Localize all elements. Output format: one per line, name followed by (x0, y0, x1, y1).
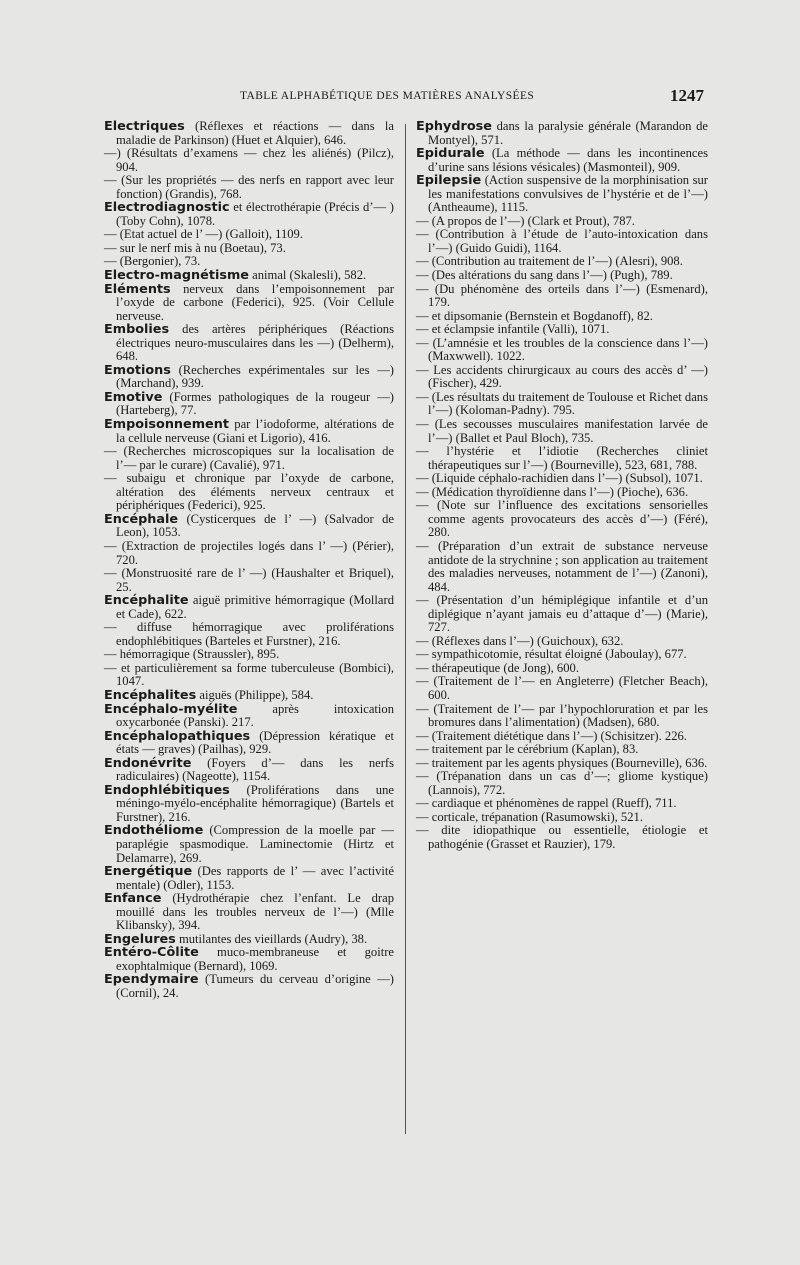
entry-text: mutilantes des vieillards (Audry), 38. (175, 931, 368, 946)
index-entry (104, 757, 394, 784)
entry-text: — diffuse hémorragique avec proliférations endophlébitiques (Barteles et Furstner), 216. (104, 620, 394, 648)
index-entry (104, 283, 394, 324)
index-entry (104, 703, 394, 730)
entry-text: — (Monstruosité rare de l’ —) (Haushalter et Briquel), 25. (104, 566, 394, 594)
index-entry (416, 743, 708, 757)
index-entry (416, 797, 708, 811)
entry-text: — (Note sur l’influence des excitations sensorielles comme agents provocateurs des accès d’—) (Féré), 280. (416, 498, 708, 540)
index-entry (104, 824, 394, 865)
entry-headword: Ephydrose (416, 119, 492, 134)
index-entry (416, 675, 708, 702)
entry-text: muco-membraneuse et goitre exophtalmique (Bernard), 1069. (116, 945, 394, 973)
entry-headword: Epidurale (416, 146, 485, 162)
entry-text: (Hydrothérapie chez l’enfant. Le drap mouillé dans les troubles nerveux de l’—) (Mlle Klibansky), 394. (116, 891, 394, 933)
running-title: TABLE ALPHABÉTIQUE DES MATIÈRES ANALYSÉES (240, 90, 535, 102)
entry-headword: Electriques (104, 119, 185, 134)
index-entry (416, 540, 708, 594)
entry-headword: Engelures (104, 931, 176, 947)
entry-text: — (L’amnésie et les troubles de la conscience dans l’—) (Maxwwell). 1022. (416, 335, 708, 364)
index-entry (416, 323, 708, 337)
entry-text: — et éclampsie infantile (Valli), 1071. (416, 322, 610, 337)
entry-text: — et dipsomanie (Bernstein et Bogdanoff), 82. (416, 308, 653, 323)
entry-headword: Encéphalites (104, 687, 197, 703)
entry-text: — (Du phénomène des orteils dans l’—) (Esmenard), 179. (416, 281, 708, 310)
entry-headword: Embolies (104, 322, 170, 338)
entry-text: — sympathicotomie, résultat éloigné (Jaboulay), 677. (416, 647, 687, 662)
entry-headword: Encéphalo-myélite (104, 701, 238, 717)
entry-text: — (Traitement diététique dans l’—) (Schisitzer). 226. (416, 728, 687, 743)
entry-text: — (Réflexes dans l’—) (Guichoux), 632. (416, 633, 624, 648)
index-entry (104, 323, 394, 364)
index-entry (104, 621, 394, 648)
entry-text: — (Des altérations du sang dans l’—) (Pugh), 789. (416, 268, 673, 283)
entry-text: — (Extraction de projectiles logés dans l’ —) (Périer), 720. (104, 538, 394, 567)
index-entry (104, 730, 394, 757)
entry-text: (Cysticerques de l’ —) (Salvador de Leon), 1053. (116, 511, 394, 540)
entry-text: — subaigu et chronique par l’oxyde de carbone, altération des éléments nerveux centraux et périphériques (Federici), 925. (104, 471, 394, 513)
index-entry (104, 689, 394, 703)
entry-headword: Energétique (104, 864, 193, 880)
entry-text: (Recherches expérimentales sur les —) (Marchand), 939. (116, 362, 394, 391)
entry-text: — Les accidents chirurgicaux au cours des accès d’ —) (Fischer), 429. (416, 362, 708, 391)
index-entry (104, 973, 394, 1000)
entry-text: — sur le nerf mis à nu (Boetau), 73. (104, 240, 286, 255)
index-entry (416, 283, 708, 310)
entry-text: — (Traitement de l’— en Angleterre) (Fletcher Beach), 600. (416, 674, 708, 702)
entry-text: — corticale, trépanation (Rasumowski), 521. (416, 809, 643, 824)
entry-headword: Entéro-Côlite (104, 945, 199, 961)
index-entry (104, 418, 394, 445)
entry-text: — cardiaque et phénomènes de rappel (Rueff), 711. (416, 796, 677, 811)
page-number: 1247 (670, 86, 704, 105)
index-entry (104, 228, 394, 242)
index-entry (416, 594, 708, 635)
index-entry (416, 418, 708, 445)
entry-headword: Encéphale (104, 511, 179, 527)
index-entry (104, 513, 394, 540)
index-entry (104, 933, 394, 947)
entry-text: —) (Résultats d’examens — chez les aliénés) (Pilcz), 904. (104, 146, 394, 174)
entry-headword: Endonévrite (104, 755, 192, 771)
index-entry (416, 215, 708, 229)
index-entry (104, 662, 394, 689)
entry-text: — traitement par le cérébrium (Kaplan), 83. (416, 742, 639, 757)
entry-text: — (Traitement de l’— par l’hypochloruration et par les bromures dans l’alimentation) (Madsen), 680. (416, 701, 708, 730)
index-entry (104, 201, 394, 228)
index-entry (416, 703, 708, 730)
index-entry (416, 730, 708, 744)
entry-text: — (Etat actuel de l’ —) (Galloit), 1109. (104, 227, 303, 242)
entry-headword: Encéphalopathiques (104, 728, 251, 744)
entry-headword: Electrodiagnostic (104, 200, 230, 216)
index-entry (104, 269, 394, 283)
entry-text: (Compression de la moelle par — paraplégie spasmodique. Laminectomie (Hirtz et Delamarre), 269. (116, 823, 394, 865)
index-entry (416, 228, 708, 255)
index-entry (104, 391, 394, 418)
entry-headword: Endophlébitiques (104, 782, 230, 798)
entry-text: — (Présentation d’un hémiplégique infantile et d’un diplégique n’ayant jamais eu d’attaque d’—) (Marie), 727. (416, 593, 708, 635)
entry-text: (Dépression kératique et états — graves) (Pailhas), 929. (116, 728, 394, 757)
entry-text: — (Les résultats du traitement de Toulouse et Richet dans l’—) (Koloman-Padny). 795. (416, 389, 708, 418)
entry-text: — et particulièrement sa forme tuberculeuse (Bombici), 1047. (104, 660, 394, 689)
entry-text: — l’hystérie et l’idiotie (Recherches cliniet thérapeutiques sur l’—) (Bourneville), 523, 681, 788. (416, 444, 708, 472)
index-entry (416, 174, 708, 215)
index-entry (416, 255, 708, 269)
index-entry (104, 594, 394, 621)
index-entry (416, 486, 708, 500)
index-entry (416, 499, 708, 540)
index-entry (104, 540, 394, 567)
index-entry (416, 337, 708, 364)
index-entry (416, 445, 708, 472)
entry-text: — (Sur les propriétés — des nerfs en rapport avec leur fonction) (Grandis), 768. (104, 173, 394, 201)
entry-text: — dite idiopathique ou essentielle, étiologie et pathogénie (Grasset et Rauzier), 179. (416, 823, 708, 851)
entry-text: — (Recherches microscopiques sur la localisation de l’— par le curare) (Cavalié), 971. (104, 444, 394, 472)
entry-text: — traitement par les agents physiques (Bourneville), 636. (416, 755, 708, 770)
entry-headword: Emotive (104, 389, 163, 405)
entry-text: (Formes pathologiques de la rougeur —) (Harteberg), 77. (116, 389, 394, 418)
entry-headword: Empoisonnement (104, 417, 229, 433)
entry-text: (Proliférations dans une méningo-myélo-encéphalite hémorragique) (Bartels et Furstner), 216. (116, 782, 394, 824)
entry-text: animal (Skalesli), 582. (248, 268, 367, 283)
index-entry (104, 120, 394, 147)
entry-headword: Electro-magnétisme (104, 268, 249, 284)
entry-text: nerveux dans l’empoisonnement par l’oxyde de carbone (Federici), 925. (Voir Cellule nerveuse. (116, 281, 394, 323)
entry-text: (La méthode — dans les incontinences d’urine sans lésions vésicales) (Masmonteil), 909. (428, 146, 708, 174)
entry-headword: Encéphalite (104, 593, 189, 609)
index-entry (416, 391, 708, 418)
index-entry (104, 445, 394, 472)
index-column-left (104, 120, 394, 1001)
entry-text: aiguë primitive hémorragique (Mollard et Cade), 622. (116, 593, 394, 621)
entry-text: dans la paralysie générale (Marandon de Montyel), 571. (428, 119, 708, 147)
entry-headword: Endothéliome (104, 823, 204, 839)
index-entry (104, 567, 394, 594)
index-entry (416, 472, 708, 486)
entry-text: — thérapeutique (de Jong), 600. (416, 660, 579, 675)
column-divider (405, 124, 406, 1134)
entry-text: après intoxication oxycarbonée (Panski). 217. (116, 701, 394, 730)
index-entry (104, 865, 394, 892)
index-entry (416, 310, 708, 324)
entry-headword: Enfance (104, 891, 162, 907)
index-entry (416, 364, 708, 391)
index-entry (416, 811, 708, 825)
index-entry (416, 147, 708, 174)
entry-text: (Foyers d’— dans les nerfs radiculaires) (Nageotte), 1154. (116, 755, 394, 784)
entry-text: — (A propos de l’—) (Clark et Prout), 787. (416, 213, 635, 228)
index-entry (104, 946, 394, 973)
index-column-right (416, 120, 708, 852)
entry-text: — (Contribution à l’étude de l’auto-intoxication dans l’—) (Guido Guidi), 1164. (416, 227, 708, 255)
page-header (90, 88, 704, 110)
entry-headword: Eléments (104, 281, 171, 297)
index-entry (416, 635, 708, 649)
entry-text: — (Bergonier), 73. (104, 254, 201, 269)
entry-text: par l’iodoforme, altérations de la cellule nerveuse (Giani et Ligorio), 416. (116, 417, 394, 445)
entry-text: — (Préparation d’un extrait de substance nerveuse antidote de la strychnine ; son application au traitement des maladies nerveuses, notamment de l’—) (Zanoni), 484. (416, 538, 708, 594)
entry-headword: Ependymaire (104, 972, 199, 988)
entry-text: des artères périphériques (Réactions électriques neuro-musculaires dans les —) (Delherm), 648. (116, 322, 394, 364)
entry-text: — (Trépanation dans un cas d’—; gliome kystique) (Lannois), 772. (416, 769, 708, 797)
entry-text: — (Les secousses musculaires manifestation larvée de l’—) (Ballet et Paul Bloch), 735. (416, 417, 708, 445)
index-entry (416, 269, 708, 283)
entry-text: et électrothérapie (Précis d’— ) (Toby Cohn), 1078. (116, 200, 394, 228)
entry-text: — hémorragique (Straussler), 895. (104, 647, 280, 662)
index-entry (104, 242, 394, 256)
index-entry (104, 784, 394, 825)
index-entry (416, 120, 708, 147)
index-entry (416, 648, 708, 662)
entry-headword: Emotions (104, 362, 171, 378)
index-entry (104, 147, 394, 174)
index-entry (104, 472, 394, 513)
index-entry (104, 892, 394, 933)
entry-text: — (Liquide céphalo-rachidien dans l’—) (Subsol), 1071. (416, 471, 703, 486)
index-entry (104, 255, 394, 269)
entry-headword: Epilepsie (416, 173, 482, 189)
index-entry (104, 174, 394, 201)
entry-text: — (Médication thyroïdienne dans l’—) (Pioche), 636. (416, 484, 689, 499)
index-entry (104, 648, 394, 662)
entry-text: (Des rapports de l’ — avec l’activité mentale) (Odler), 1153. (116, 864, 394, 892)
index-entry (416, 824, 708, 851)
entry-text: — (Contribution au traitement de l’—) (Alesri), 908. (416, 254, 683, 269)
entry-text: (Réflexes et réactions — dans la maladie de Parkinson) (Huet et Alquier), 646. (116, 119, 394, 147)
entry-text: (Action suspensive de la morphinisation sur les manifestations convulsives de l’hystérie et de l’—) (Antheaume), 1115. (428, 173, 708, 215)
entry-text: aiguës (Philippe), 584. (196, 687, 314, 702)
index-entry (416, 662, 708, 676)
index-entry (104, 364, 394, 391)
index-entry (416, 757, 708, 771)
entry-text: (Tumeurs du cerveau d’origine —) (Cornil), 24. (116, 972, 394, 1000)
index-entry (416, 770, 708, 797)
